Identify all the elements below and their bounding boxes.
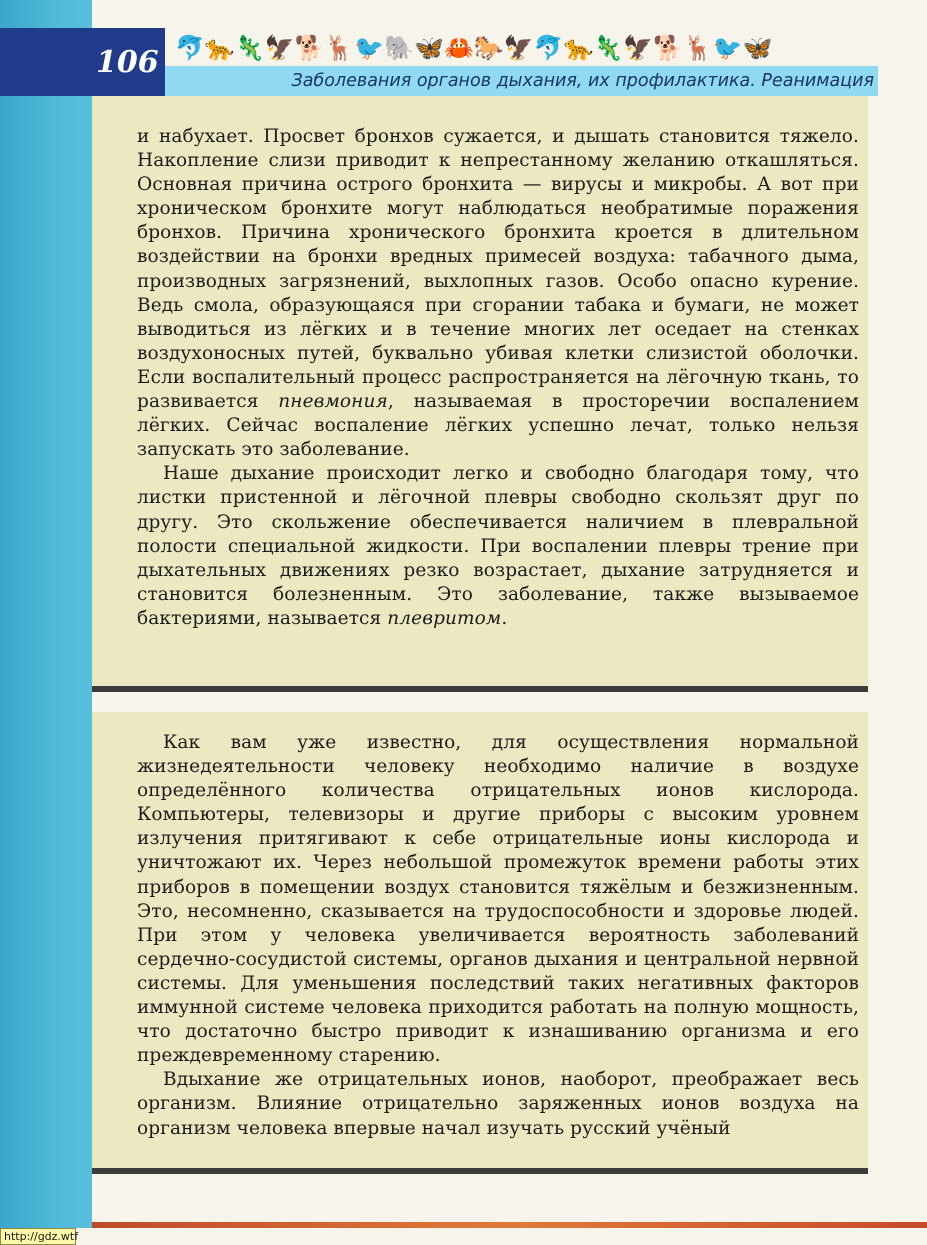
running-title-bar bbox=[165, 66, 878, 96]
bottom-rule bbox=[92, 1222, 927, 1228]
page-header bbox=[0, 28, 878, 96]
paragraph-pleurisy: Наше дыхание происходит легко и свободно благодаря тому, что листки пристенной и лёгочной плевры свободно скользят друг по другу. Это скольжение обеспечивается наличием в плевральной полости специальной жидкости. При воспалении плевры трение при дыхательных движениях резко возрастает, дыхание затрудняется и становится болезненным. Это заболевание, также вызываемое бактериями, называется плевритом. bbox=[137, 463, 859, 629]
left-color-strip bbox=[0, 0, 92, 1228]
paragraph-bronchitis: и набухает. Просвет бронхов сужается, и дышать становится тяжело. Накопление слизи приводит к непрестанному желанию откашляться. Основная причина острого бронхита — вирусы и микробы. А вот при хроническом бронхите могут наблюдаться необратимые поражения бронхов. Причина хронического бронхита кроется в длительном воздействии на бронхи вредных примесей воздуха: табачного дыма, производных загрязнений, выхлопных газов. Особо опасно курение. Ведь смола, образующаяся при сгорании табака и бумаги, не может выводиться из лёгких и в течение многих лет оседает на стенках воздухоносных путей, буквально убивая клетки слизистой оболочки. Если воспалительный процесс распространяется на лёгочную ткань, то развивается пневмония, называемая в просторечии воспалением лёгких. Сейчас воспаление лёгких успешно лечат, только нельзя запускать это заболевание. bbox=[137, 126, 860, 461]
page-number-box bbox=[0, 28, 165, 96]
section-2-text bbox=[137, 731, 859, 1141]
term-pneumonia: пневмония bbox=[278, 391, 388, 413]
paragraph-inhaling-ions: Вдыхание же отрицательных ионов, наоборот, преображает весь организм. Влияние отрицательно заряженных ионов воздуха на организм человека впервые начал изучать русский учёный bbox=[137, 1069, 859, 1139]
paragraph-negative-ions: Как вам уже известно, для осуществления нормальной жизнедеятельности человеку необходимо наличие в воздухе определённого количества отрицательных ионов кислорода. Компьютеры, телевизоры и другие приборы с высоким уровнем излучения притягивают к себе отрицательные ионы кислорода и уничтожают их. Через небольшой промежуток времени работы этих приборов в помещении воздух становится тяжёлым и безжизненным. Это, несомненно, сказывается на трудоспособности и здоровье людей. При этом у человека увеличивается вероятность заболеваний сердечно-сосудистой системы, органов дыхания и центральной нервной системы. Для уменьшения последствий таких негативных факторов иммунной системе человека приходится работать на полную мощность, что достаточно быстро приводит к изнашиванию организма и его преждевременному старению. bbox=[137, 732, 859, 1067]
watermark-link[interactable]: http://gdz.wtf bbox=[0, 1228, 76, 1245]
section-1-text bbox=[137, 125, 859, 631]
running-title: Заболевания органов дыхания, их профилактика. Реанимация bbox=[291, 71, 874, 91]
page-number: 106 bbox=[96, 44, 159, 80]
term-pleurisy: плевритом bbox=[387, 607, 502, 629]
animal-silhouettes-decoration: 🐬🐆🦎🦅🐕🦌🐦🐘🦋🦀🐎🦅🐬🐆🦎🦅🐕🦌🐦🦋 bbox=[175, 34, 773, 62]
